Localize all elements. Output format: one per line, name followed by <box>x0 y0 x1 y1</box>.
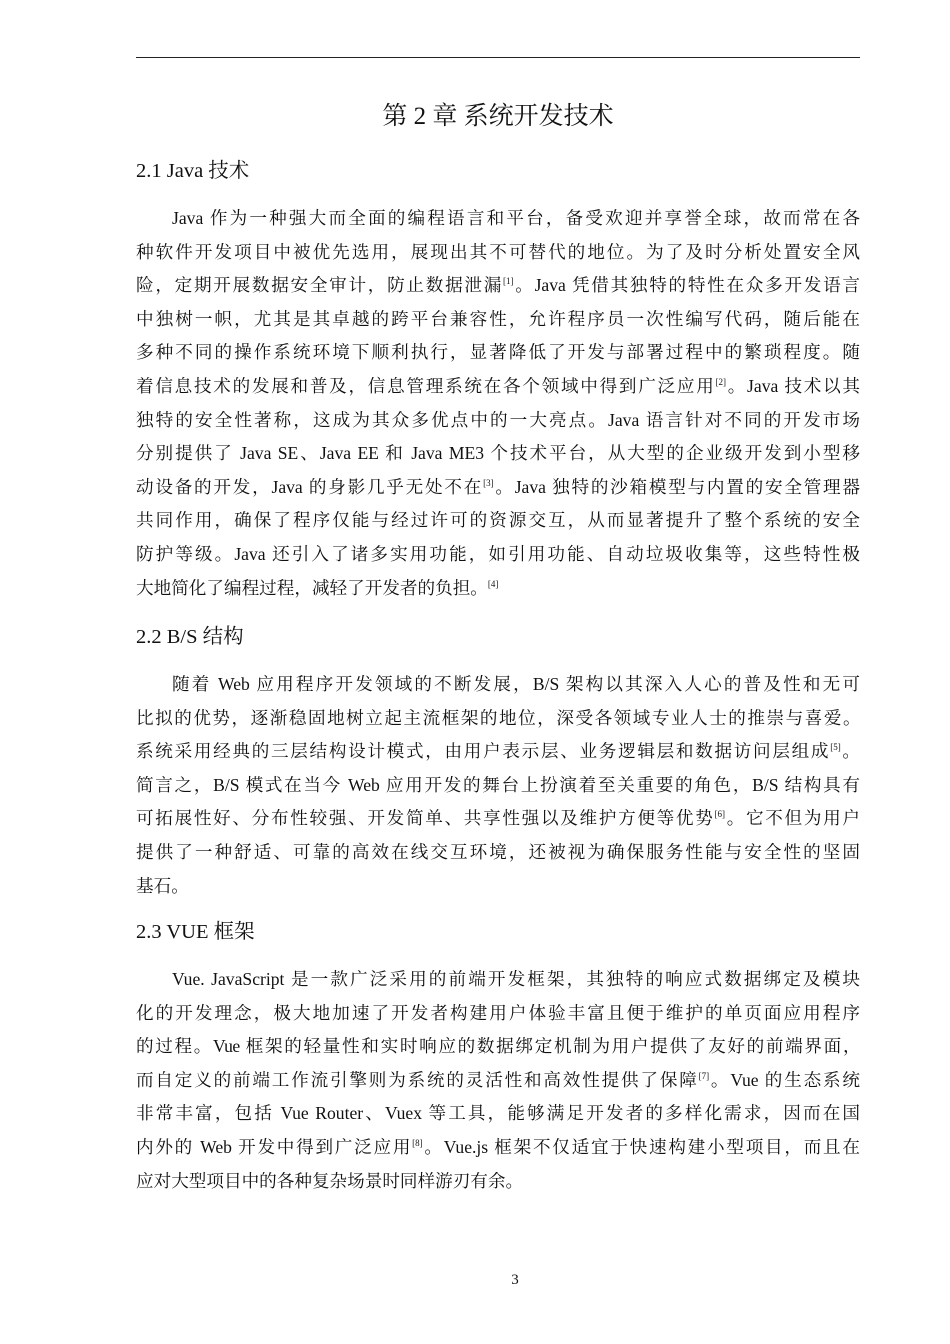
text-run: 动设备的开发，Java 的身影几乎无处不在 <box>136 476 484 497</box>
text-line <box>136 437 860 471</box>
section-heading-bs: 2.2 B/S 结构 <box>136 626 244 648</box>
text-line <box>136 370 860 404</box>
text-run: 系统采用经典的三层结构设计模式，由用户表示层、业务逻辑层和数据访问层组成 <box>136 741 831 762</box>
text-line <box>136 963 860 997</box>
text-run: 化的开发理念，极大地加速了开发者构建用户体验丰富且便于维护的单页面应用程序 <box>136 1002 860 1023</box>
citation-ref: [1] <box>503 276 514 287</box>
text-run: 多种不同的操作系统环境下顺利执行，显著降低了开发与部署过程中的繁琐程度。随 <box>136 342 860 363</box>
text-line <box>136 836 860 870</box>
text-line <box>136 404 860 438</box>
header-rule <box>136 57 860 58</box>
text-run: 随着 Web 应用程序开发领域的不断发展，B/S 架构以其深入人心的普及性和无可 <box>172 674 860 694</box>
text-run: 可拓展性好、分布性较强、开发简单、共享性强以及维护方便等优势 <box>136 808 715 829</box>
citation-ref: [5] <box>830 742 841 753</box>
text-line <box>136 269 860 303</box>
text-run: Vue. JavaScript 是一款广泛采用的前端开发框架，其独特的响应式数据绑定及模块 <box>172 969 860 989</box>
text-line <box>136 702 860 736</box>
text-run: 的过程。Vue 框架的轻量性和实时响应的数据绑定机制为用户提供了友好的前端界面， <box>136 1036 860 1057</box>
text-run: 。Java 技术以其 <box>726 375 860 396</box>
text-run: 应对大型项目中的各种复杂场景时同样游刃有余。 <box>136 1170 524 1191</box>
section-body-java <box>136 202 860 605</box>
text-line <box>136 1097 860 1131</box>
text-run: 非常丰富，包括 Vue Router、Vuex 等工具，能够满足开发者的多样化需求，因而在国 <box>136 1103 860 1124</box>
text-run: 着信息技术的发展和普及，信息管理系统在各个领域中得到广泛应用 <box>136 375 716 396</box>
text-run: 中独树一帜，尤其是其卓越的跨平台兼容性，允许程序员一次性编写代码，随后能在 <box>136 308 860 329</box>
text-run: 共同作用，确保了程序仅能与经过许可的资源交互，从而显著提升了整个系统的安全 <box>136 510 860 531</box>
text-run: Java 作为一种强大而全面的编程语言和平台，备受欢迎并享誉全球，故而常在各 <box>172 208 860 228</box>
text-line <box>136 769 860 803</box>
section-body-bs <box>136 668 860 903</box>
text-run: 。 <box>840 741 860 762</box>
section-body-vue <box>136 963 860 1198</box>
text-line <box>136 538 860 572</box>
text-run: 而自定义的前端工作流引擎则为系统的灵活性和高效性提供了保障 <box>136 1069 699 1090</box>
citation-ref: [3] <box>483 477 494 488</box>
citation-ref: [6] <box>714 809 725 820</box>
text-line <box>136 997 860 1031</box>
text-line <box>136 870 860 904</box>
text-line <box>136 735 860 769</box>
citation-ref: [7] <box>698 1070 710 1081</box>
text-line <box>136 668 860 702</box>
text-line <box>136 236 860 270</box>
text-run: 独特的安全性著称，这成为其众多优点中的一大亮点。Java 语言针对不同的开发市场 <box>136 409 860 430</box>
chapter-title: 第 2 章 系统开发技术 <box>382 103 614 130</box>
text-run: 提供了一种舒适、可靠的高效在线交互环境，还被视为确保服务性能与安全性的坚固 <box>136 841 860 862</box>
text-run: 分别提供了 Java SE、Java EE 和 Java ME3 个技术平台，从大型的企业级开发到小型移 <box>136 443 860 464</box>
text-line <box>136 572 860 606</box>
text-line <box>136 1131 860 1165</box>
text-run: 基石。 <box>136 875 189 896</box>
text-run: 比拟的优势，逐渐稳固地树立起主流框架的地位，深受各领域专业人士的推崇与喜爱。 <box>136 707 860 728</box>
text-run: 种软件开发项目中被优先选用，展现出其不可替代的地位。为了及时分析处置安全风 <box>136 241 860 262</box>
text-run: 。Vue.js 框架不仅适宜于快速构建小型项目，而且在 <box>422 1136 860 1157</box>
text-run: 险，定期开展数据安全审计，防止数据泄漏 <box>136 275 504 296</box>
text-run: 内外的 Web 开发中得到广泛应用 <box>136 1136 413 1157</box>
text-line <box>136 471 860 505</box>
text-line <box>136 1030 860 1064</box>
text-line <box>136 802 860 836</box>
text-run: 简言之，B/S 模式在当今 Web 应用开发的舞台上扮演着至关重要的角色，B/S 结构具有 <box>136 774 860 795</box>
text-line <box>136 202 860 236</box>
text-run: 大地简化了编程过程，减轻了开发者的负担。 <box>136 577 488 598</box>
text-run: 。Java 独特的沙箱模型与内置的安全管理器 <box>493 476 860 497</box>
page-number: 3 <box>511 1272 519 1288</box>
text-line <box>136 336 860 370</box>
text-line <box>136 1165 860 1199</box>
text-line <box>136 504 860 538</box>
text-run: 防护等级。Java 还引入了诸多实用功能，如引用功能、自动垃圾收集等，这些特性极 <box>136 543 860 564</box>
text-run: 。Java 凭借其独特的特性在众多开发语言 <box>513 275 860 296</box>
text-line <box>136 303 860 337</box>
text-line <box>136 1064 860 1098</box>
text-run: 。Vue 的生态系统 <box>709 1069 860 1090</box>
citation-ref: [2] <box>715 376 727 387</box>
section-heading-vue: 2.3 VUE 框架 <box>136 921 255 943</box>
text-run: 。它不但为用户 <box>725 808 860 829</box>
citation-ref: [4] <box>487 578 499 589</box>
section-heading-java: 2.1 Java 技术 <box>136 160 250 182</box>
citation-ref: [8] <box>412 1137 423 1148</box>
